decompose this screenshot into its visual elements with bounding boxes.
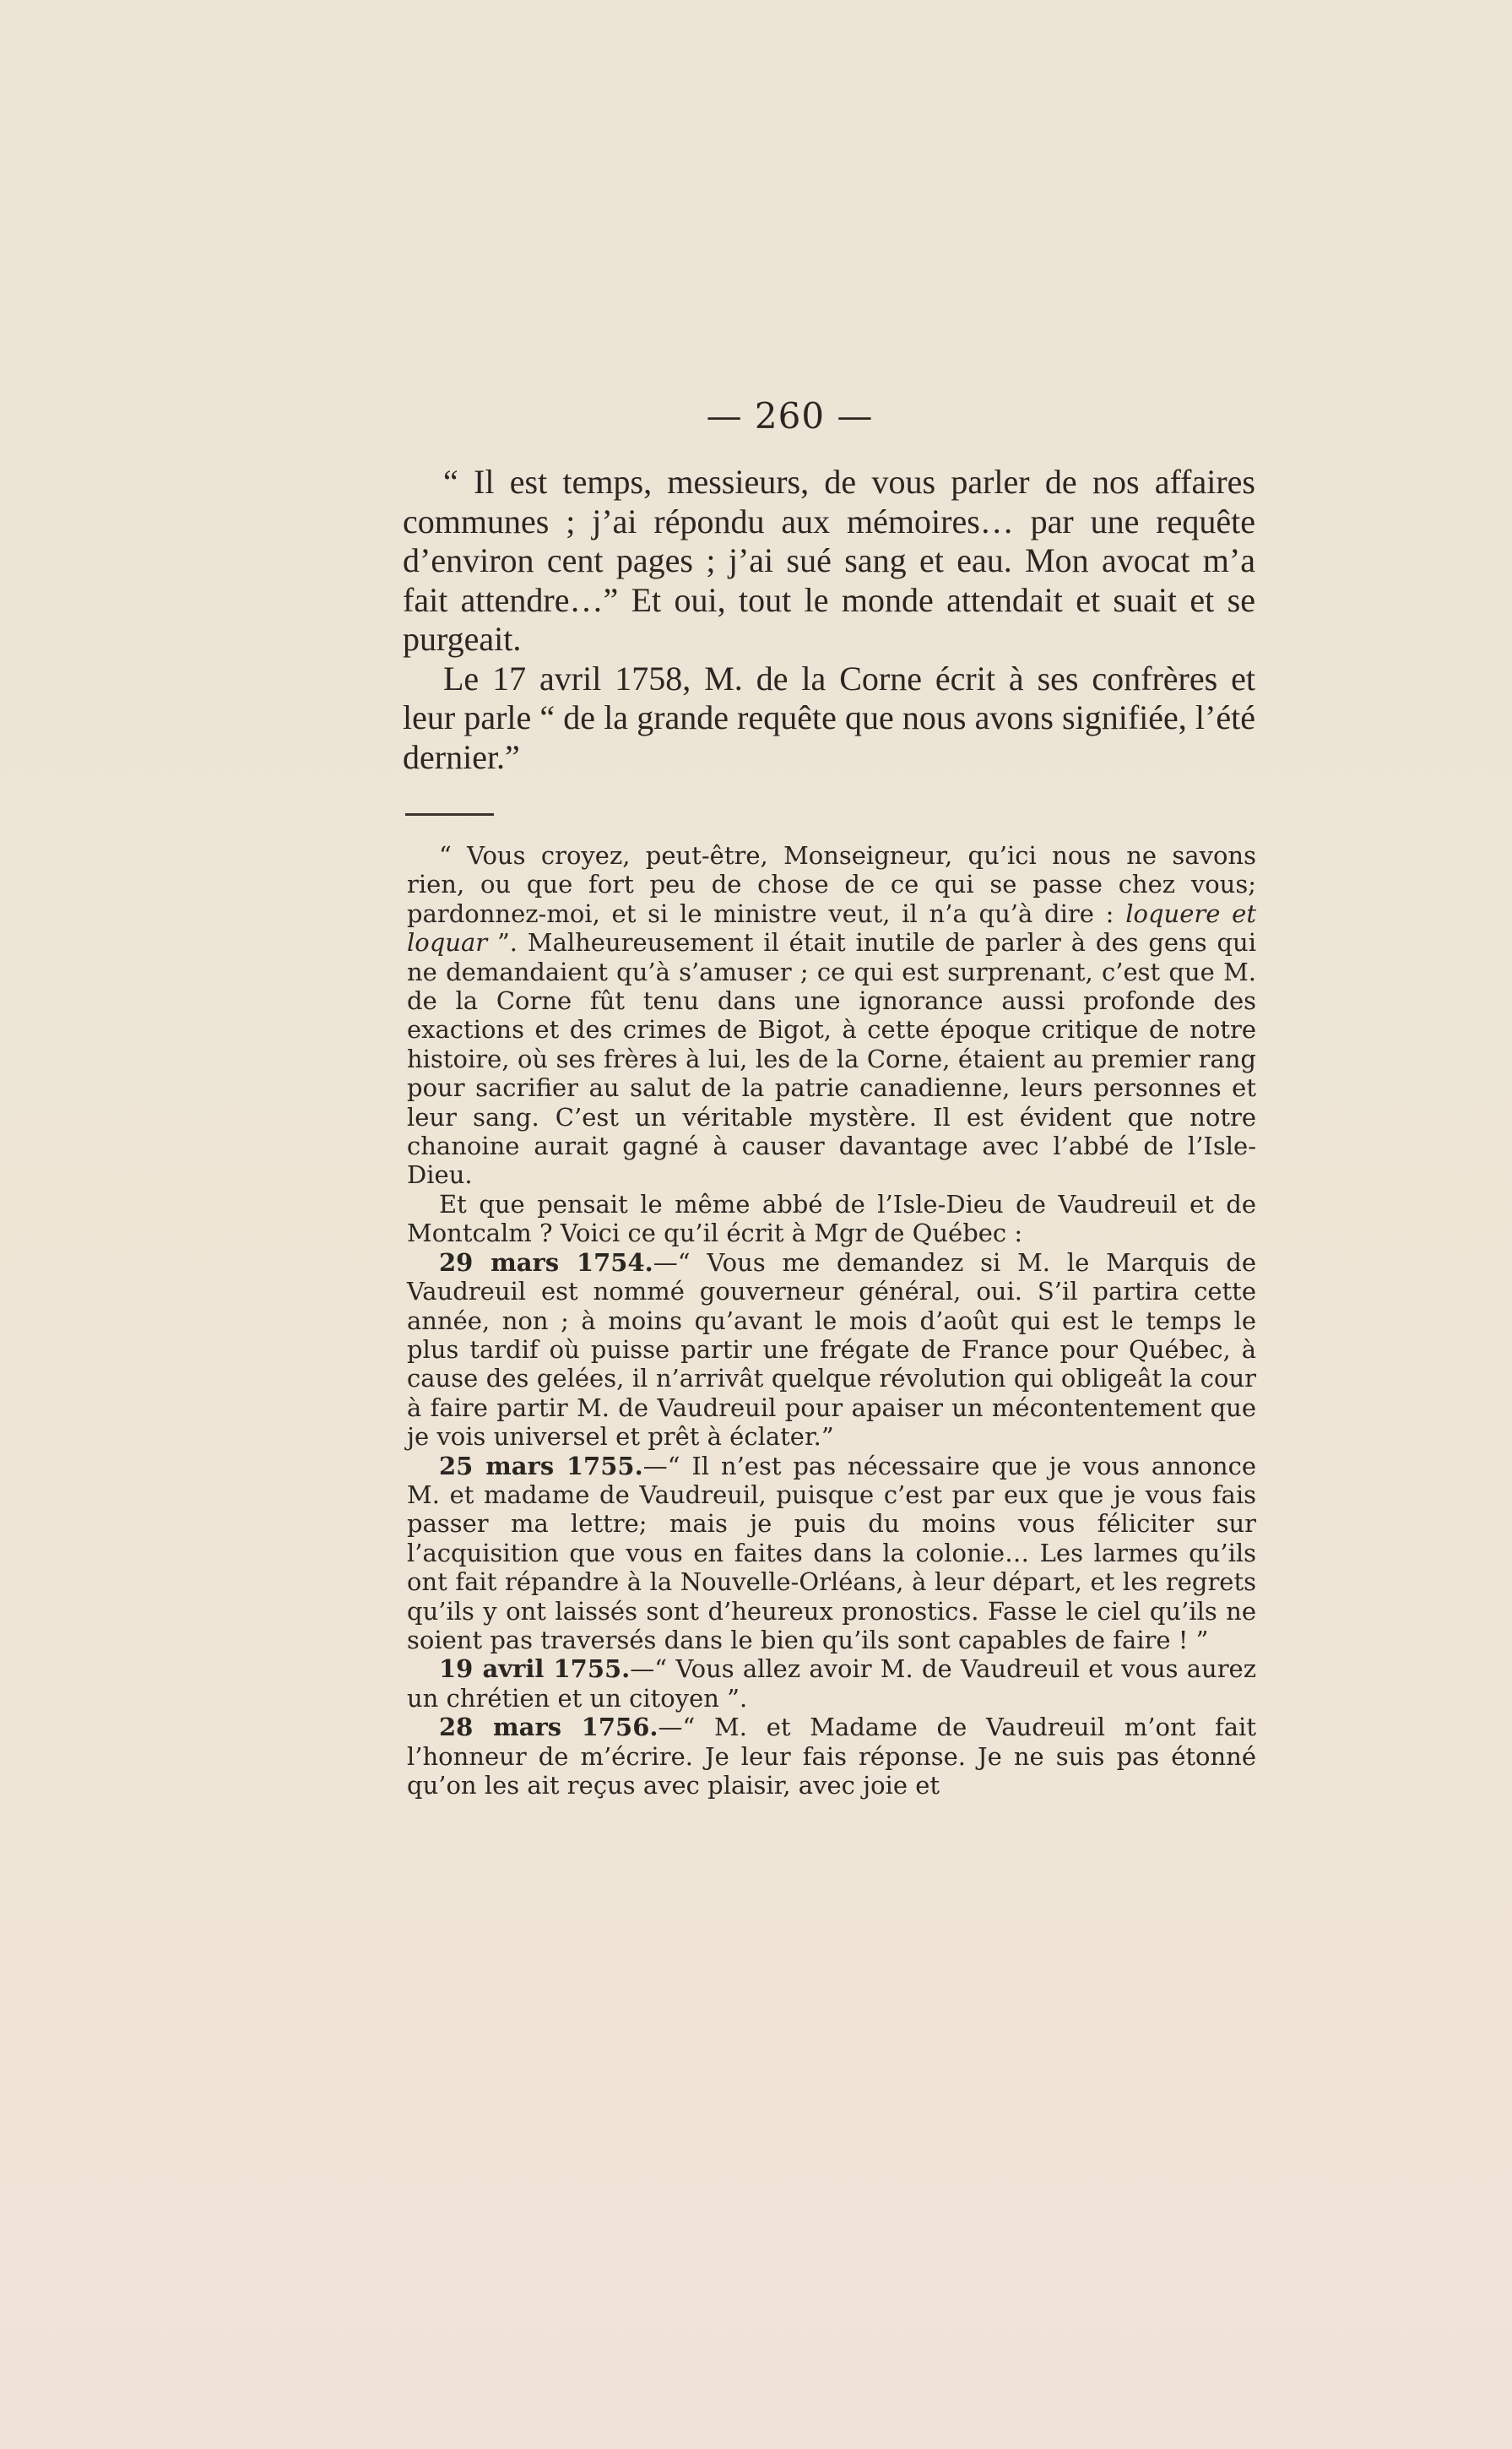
main-paragraph-2: Le 17 avril 1758, M. de la Corne écrit à ses confrères et leur parle “ de la grande requête que nous avons signifiée, l’été dernier.” bbox=[403, 659, 1255, 776]
page-number-text: — 260 — bbox=[706, 395, 874, 437]
letter-text: —“ Vous allez avoir M. de Vaudreuil et vous aurez un chrétien et un citoyen ”. bbox=[407, 1654, 1256, 1713]
letter-date: 28 mars 1756. bbox=[439, 1713, 658, 1742]
letter-date: 29 mars 1754. bbox=[439, 1247, 653, 1277]
note-1-text-a: “ Vous croyez, peut-être, Monseigneur, qu’ici nous ne savons rien, ou que fort peu de chose de ce qui se passe chez vous; pardonnez-moi, et si le ministre veut, il n’a qu’à dire : bbox=[407, 841, 1256, 928]
main-paragraph-1: “ Il est temps, messieurs, de vous parler de nos affaires communes ; j’ai répondu aux mémoires… par une requête d’environ cent pages ; j’ai sué sang et eau. Mon avocat m’a fait attendre…” Et oui, tout le monde attendait et suait et se purgeait. bbox=[403, 463, 1255, 658]
note-1-text-b: ”. Malheureusement il était inutile de parler à des gens qui ne demandaient qu’à s’amuser ; ce qui est surprenant, c’est que M. de la Corne fût tenu dans une ignorance aussi profonde des exactions et des crimes de Bigot, à cette époque critique de notre histoire, où ses frères à lui, les de la Corne, étaient au premier rang pour sacrifier au salut de la patrie canadienne, leurs personnes et leur sang. C’est un véritable mystère. Il est évident que notre chanoine aurait gagné à causer davantage avec l’abbé de l’Isle-Dieu. bbox=[407, 928, 1256, 1190]
letter-text: —“ Vous me demandez si M. le Marquis de Vaudreuil est nommé gouverneur général, oui. S’il partira cette année, non ; à moins qu’avant le mois d’août qui est le temps le plus tardif où puisse partir une frégate de France pour Québec, à cause des gelées, il n’arrivât quelque révolution qui obligeât la cour à faire partir M. de Vaudreuil pour apaiser un mécontentement que je vois universel et prêt à éclater.” bbox=[407, 1247, 1256, 1452]
letter-entry-1755-march bbox=[407, 1452, 1256, 1655]
letter-entry-1755-april bbox=[407, 1654, 1256, 1713]
note-paragraph-1 bbox=[407, 841, 1256, 1190]
page-number bbox=[0, 395, 1512, 437]
main-text bbox=[403, 463, 1255, 777]
note-1-latin-quote: loquere et loquar bbox=[407, 899, 1256, 958]
note-paragraph-2: Et que pensait le même abbé de l’Isle-Dieu de Vaudreuil et de Montcalm ? Voici ce qu’il écrit à Mgr de Québec : bbox=[407, 1189, 1256, 1248]
letter-entry-1754 bbox=[407, 1248, 1256, 1452]
letter-text: —“ Il n’est pas nécessaire que je vous annonce M. et madame de Vaudreuil, puisque c’est par eux que je vous fais passer ma lettre; mais je puis du moins vous féliciter sur l’acquisition que vous en faites dans la colonie… Les larmes qu’ils ont fait répandre à la Nouvelle-Orléans, à leur départ, et les regrets qu’ils y ont laissés sont d’heureux pronostics. Fasse le ciel qu’ils ne soient pas traversés dans le bien qu’ils sont capables de faire ! ” bbox=[407, 1451, 1256, 1654]
letter-entry-1756 bbox=[407, 1713, 1256, 1800]
letter-date: 19 avril 1755. bbox=[439, 1654, 631, 1684]
footnote-rule bbox=[405, 813, 494, 816]
letter-date: 25 mars 1755. bbox=[439, 1451, 643, 1480]
letter-text: —“ M. et Madame de Vaudreuil m’ont fait l’honneur de m’écrire. Je leur fais réponse. Je ne suis pas étonné qu’on les ait reçus avec plaisir, avec joie et bbox=[407, 1713, 1256, 1800]
notes-block bbox=[407, 841, 1256, 1800]
